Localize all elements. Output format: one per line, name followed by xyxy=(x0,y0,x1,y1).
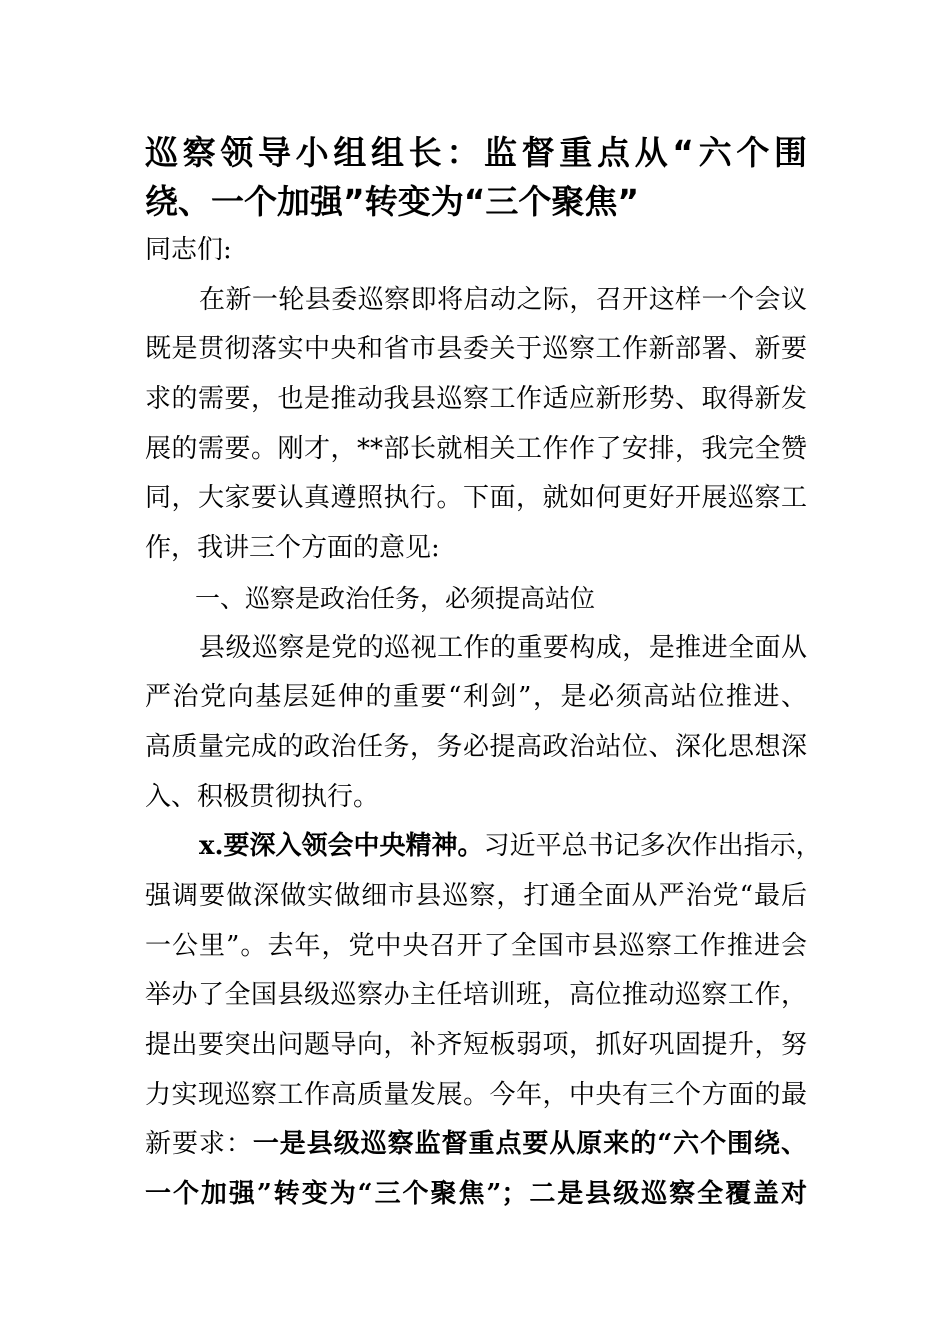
paragraph-line xyxy=(145,425,807,475)
bold-text: x.要深入领会中央精神。 xyxy=(199,831,484,862)
text: 高质量完成的政治任务，务必提高政治站位、深化思想深 xyxy=(145,731,807,762)
paragraph-line xyxy=(145,524,807,574)
paragraph-line xyxy=(145,276,807,326)
paragraph-line xyxy=(145,673,807,723)
text: 展的需要。刚才，**部长就相关工作作了安排，我完全赞 xyxy=(145,433,807,464)
text: 一、巡察是政治任务，必须提高站位 xyxy=(195,583,596,613)
text: 力实现巡察工作高质量发展。今年，中央有三个方面的最 xyxy=(145,1079,807,1110)
text: 举办了全国县级巡察办主任培训班，高位推动巡察工作， xyxy=(145,980,807,1011)
paragraph-line xyxy=(145,723,807,773)
paragraph-line xyxy=(145,773,807,823)
text: 新要求： xyxy=(145,1129,253,1160)
text: 同，大家要认真遵照执行。下面，就如何更好开展巡察工 xyxy=(145,483,807,514)
paragraph-line xyxy=(145,1170,807,1220)
paragraph-line xyxy=(145,872,807,922)
paragraph-line xyxy=(145,971,807,1021)
text: 在新一轮县委巡察即将启动之际，召开这样一个会议 xyxy=(199,284,807,315)
paragraph-line xyxy=(145,1071,807,1121)
text: 严治党向基层延伸的重要“利剑”，是必须高站位推进、 xyxy=(145,682,807,713)
paragraph-line xyxy=(145,1120,807,1170)
document-page xyxy=(145,128,822,1220)
text: 提出要突出问题导向，补齐短板弱项，抓好巩固提升，努 xyxy=(145,1030,807,1060)
text: 一公里”。去年，党中央召开了全国市县巡察工作推进会 xyxy=(145,930,807,961)
text: 作，我讲三个方面的意见: xyxy=(145,533,440,564)
section-heading xyxy=(145,574,807,624)
document-title-line-2: 绕、一个加强”转变为“三个聚焦” xyxy=(145,182,640,221)
bold-text: 一是县级巡察监督重点要从原来的“六个围绕、 xyxy=(252,1129,807,1160)
text: 习近平总书记多次作出指示， xyxy=(483,831,822,862)
paragraph-line xyxy=(145,624,807,674)
bold-text: 一个加强”转变为“三个聚焦”；二是县级巡察全覆盖对 xyxy=(145,1179,807,1210)
paragraph-line xyxy=(145,1021,807,1071)
paragraph-line xyxy=(145,474,807,524)
document-title-line-1: 巡察领导小组组长：监督重点从“六个围 xyxy=(145,133,807,172)
text: 强调要做深做实做细市县巡察，打通全面从严治党“最后 xyxy=(145,880,807,911)
paragraph-line xyxy=(145,922,807,972)
salutation: 同志们: xyxy=(145,235,232,265)
paragraph-line xyxy=(145,325,807,375)
text: 入、积极贯彻执行。 xyxy=(145,781,380,812)
text: 求的需要，也是推动我县巡察工作适应新形势、取得新发 xyxy=(145,384,807,415)
text: 县级巡察是党的巡视工作的重要构成，是推进全面从 xyxy=(199,632,807,663)
paragraph-line xyxy=(145,822,822,872)
document-body xyxy=(145,276,822,1220)
text: 既是贯彻落实中央和省市县委关于巡察工作新部署、新要 xyxy=(145,334,807,365)
paragraph-line xyxy=(145,375,807,425)
